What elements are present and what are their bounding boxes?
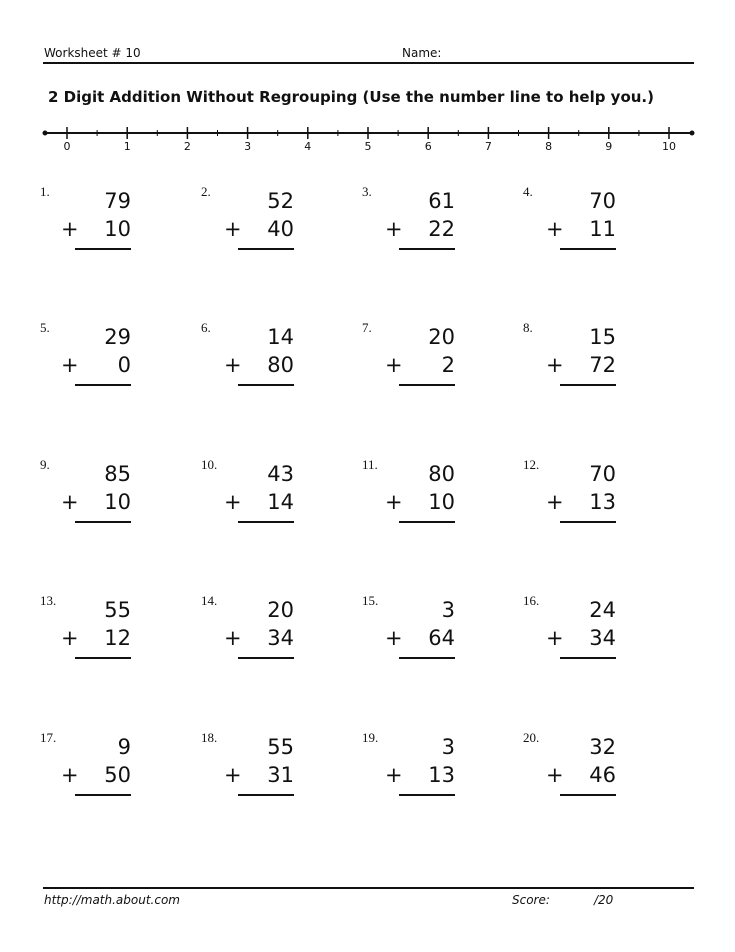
plus-sign: + [224,353,242,377]
top-addend: 14 [267,325,294,349]
problem [362,457,455,527]
problem [201,320,294,390]
number-line-label: 8 [545,140,553,153]
problem [40,730,131,800]
plus-sign: + [61,626,79,650]
top-addend: 20 [267,598,294,622]
problem-number: 7. [362,320,372,335]
answer-line [399,521,455,523]
answer-line [238,521,294,523]
problem [201,593,294,663]
page-title: 2 Digit Addition Without Regrouping (Use the number line to help you.) [48,88,654,106]
plus-sign: + [224,490,242,514]
problem-number: 4. [523,184,533,199]
problem [201,184,294,254]
number-line-label: 10 [662,140,676,153]
problem [201,457,294,527]
answer-line [238,794,294,796]
top-addend: 32 [589,735,616,759]
answer-line [75,657,131,659]
problem-number: 14. [201,593,218,608]
bottom-addend-row [385,763,455,787]
problem-number: 11. [362,457,378,472]
bottom-addend-row [385,353,455,377]
bottom-addend-row [546,217,616,241]
plus-sign: + [61,490,79,514]
bottom-addend: 13 [589,490,616,514]
problem [40,320,131,390]
answer-line [560,248,616,250]
number-line-left-end [43,131,48,136]
answer-line [238,384,294,386]
plus-sign: + [546,626,564,650]
number-line-label: 4 [304,140,312,153]
problem-number: 9. [40,457,50,472]
bottom-addend: 50 [104,763,131,787]
score-total: /20 [594,893,614,907]
top-addend: 61 [428,189,455,213]
top-addend: 43 [267,462,294,486]
bottom-addend-row [224,490,294,514]
problem [362,184,455,254]
problem [40,457,131,527]
footer-url: http://math.about.com [44,893,180,907]
number-line-right-end [690,131,695,136]
number-line-label: 6 [424,140,432,153]
bottom-addend: 40 [267,217,294,241]
bottom-addend-row [224,217,294,241]
problem [201,730,294,800]
problem-number: 3. [362,184,372,199]
top-addend: 15 [589,325,616,349]
problem [523,457,616,527]
plus-sign: + [546,763,564,787]
bottom-addend-row [224,763,294,787]
bottom-addend: 64 [428,626,455,650]
answer-line [75,248,131,250]
top-addend: 79 [104,189,131,213]
plus-sign: + [385,490,403,514]
bottom-addend: 72 [589,353,616,377]
bottom-addend-row [385,626,455,650]
problem-number: 17. [40,730,57,745]
number-line-label: 5 [364,140,372,153]
problem-number: 5. [40,320,50,335]
plus-sign: + [61,217,79,241]
problem-number: 13. [40,593,57,608]
top-addend: 52 [267,189,294,213]
problem-number: 2. [201,184,211,199]
score-label: Score: [512,893,550,907]
plus-sign: + [61,353,79,377]
bottom-addend-row [224,353,294,377]
top-addend: 20 [428,325,455,349]
problem [523,184,616,254]
worksheet-label: Worksheet # 10 [44,46,141,60]
answer-line [399,384,455,386]
top-addend: 24 [589,598,616,622]
top-addend: 9 [117,735,131,759]
bottom-addend: 80 [267,353,294,377]
bottom-addend-row [546,626,616,650]
problem-number: 8. [523,320,533,335]
bottom-addend-row [385,490,455,514]
answer-line [238,248,294,250]
bottom-addend: 34 [589,626,616,650]
answer-line [399,657,455,659]
problem [362,320,455,390]
problem [40,184,131,254]
answer-line [75,521,131,523]
top-addend: 55 [104,598,131,622]
top-addend: 80 [428,462,455,486]
problem [523,593,616,663]
answer-line [75,794,131,796]
bottom-addend: 31 [267,763,294,787]
problem [362,593,455,663]
bottom-addend-row [61,490,131,514]
bottom-addend: 10 [104,217,131,241]
answer-line [560,384,616,386]
bottom-addend-row [546,763,616,787]
bottom-addend: 10 [104,490,131,514]
bottom-addend: 0 [117,353,131,377]
problem-number: 15. [362,593,379,608]
bottom-addend: 13 [428,763,455,787]
problem-number: 19. [362,730,379,745]
problem [523,730,616,800]
bottom-addend-row [61,763,131,787]
top-addend: 55 [267,735,294,759]
plus-sign: + [385,353,403,377]
plus-sign: + [385,217,403,241]
plus-sign: + [546,217,564,241]
top-addend: 85 [104,462,131,486]
problem-number: 18. [201,730,218,745]
header-rule [43,62,694,64]
problem [362,730,455,800]
top-addend: 70 [589,189,616,213]
number-line-label: 3 [244,140,252,153]
bottom-addend: 12 [104,626,131,650]
plus-sign: + [224,217,242,241]
answer-line [560,794,616,796]
bottom-addend-row [61,217,131,241]
answer-line [560,521,616,523]
top-addend: 29 [104,325,131,349]
number-line-ticks [67,127,669,139]
problem-number: 20. [523,730,540,745]
plus-sign: + [224,626,242,650]
bottom-addend-row [546,353,616,377]
top-addend: 70 [589,462,616,486]
plus-sign: + [546,353,564,377]
problem-number: 16. [523,593,540,608]
answer-line [560,657,616,659]
number-line-label: 1 [123,140,131,153]
number-line-label: 7 [484,140,492,153]
answer-line [399,794,455,796]
bottom-addend-row [61,353,131,377]
problem-number: 1. [40,184,50,199]
name-label: Name: [402,46,442,60]
bottom-addend: 22 [428,217,455,241]
bottom-addend-row [224,626,294,650]
number-line-label: 2 [183,140,191,153]
problem [40,593,131,663]
top-addend: 3 [441,735,455,759]
bottom-addend-row [385,217,455,241]
bottom-addend: 2 [441,353,455,377]
bottom-addend: 11 [589,217,616,241]
problem-number: 6. [201,320,211,335]
plus-sign: + [385,763,403,787]
plus-sign: + [385,626,403,650]
problem-number: 10. [201,457,218,472]
top-addend: 3 [441,598,455,622]
bottom-addend-row [61,626,131,650]
bottom-addend-row [546,490,616,514]
answer-line [238,657,294,659]
plus-sign: + [224,763,242,787]
plus-sign: + [546,490,564,514]
bottom-addend: 46 [589,763,616,787]
answer-line [75,384,131,386]
number-line-label: 9 [605,140,613,153]
plus-sign: + [61,763,79,787]
number-line-label: 0 [63,140,71,153]
bottom-addend: 34 [267,626,294,650]
footer-rule [43,887,694,889]
bottom-addend: 10 [428,490,455,514]
problem-number: 12. [523,457,540,472]
problem [523,320,616,390]
bottom-addend: 14 [267,490,294,514]
answer-line [399,248,455,250]
